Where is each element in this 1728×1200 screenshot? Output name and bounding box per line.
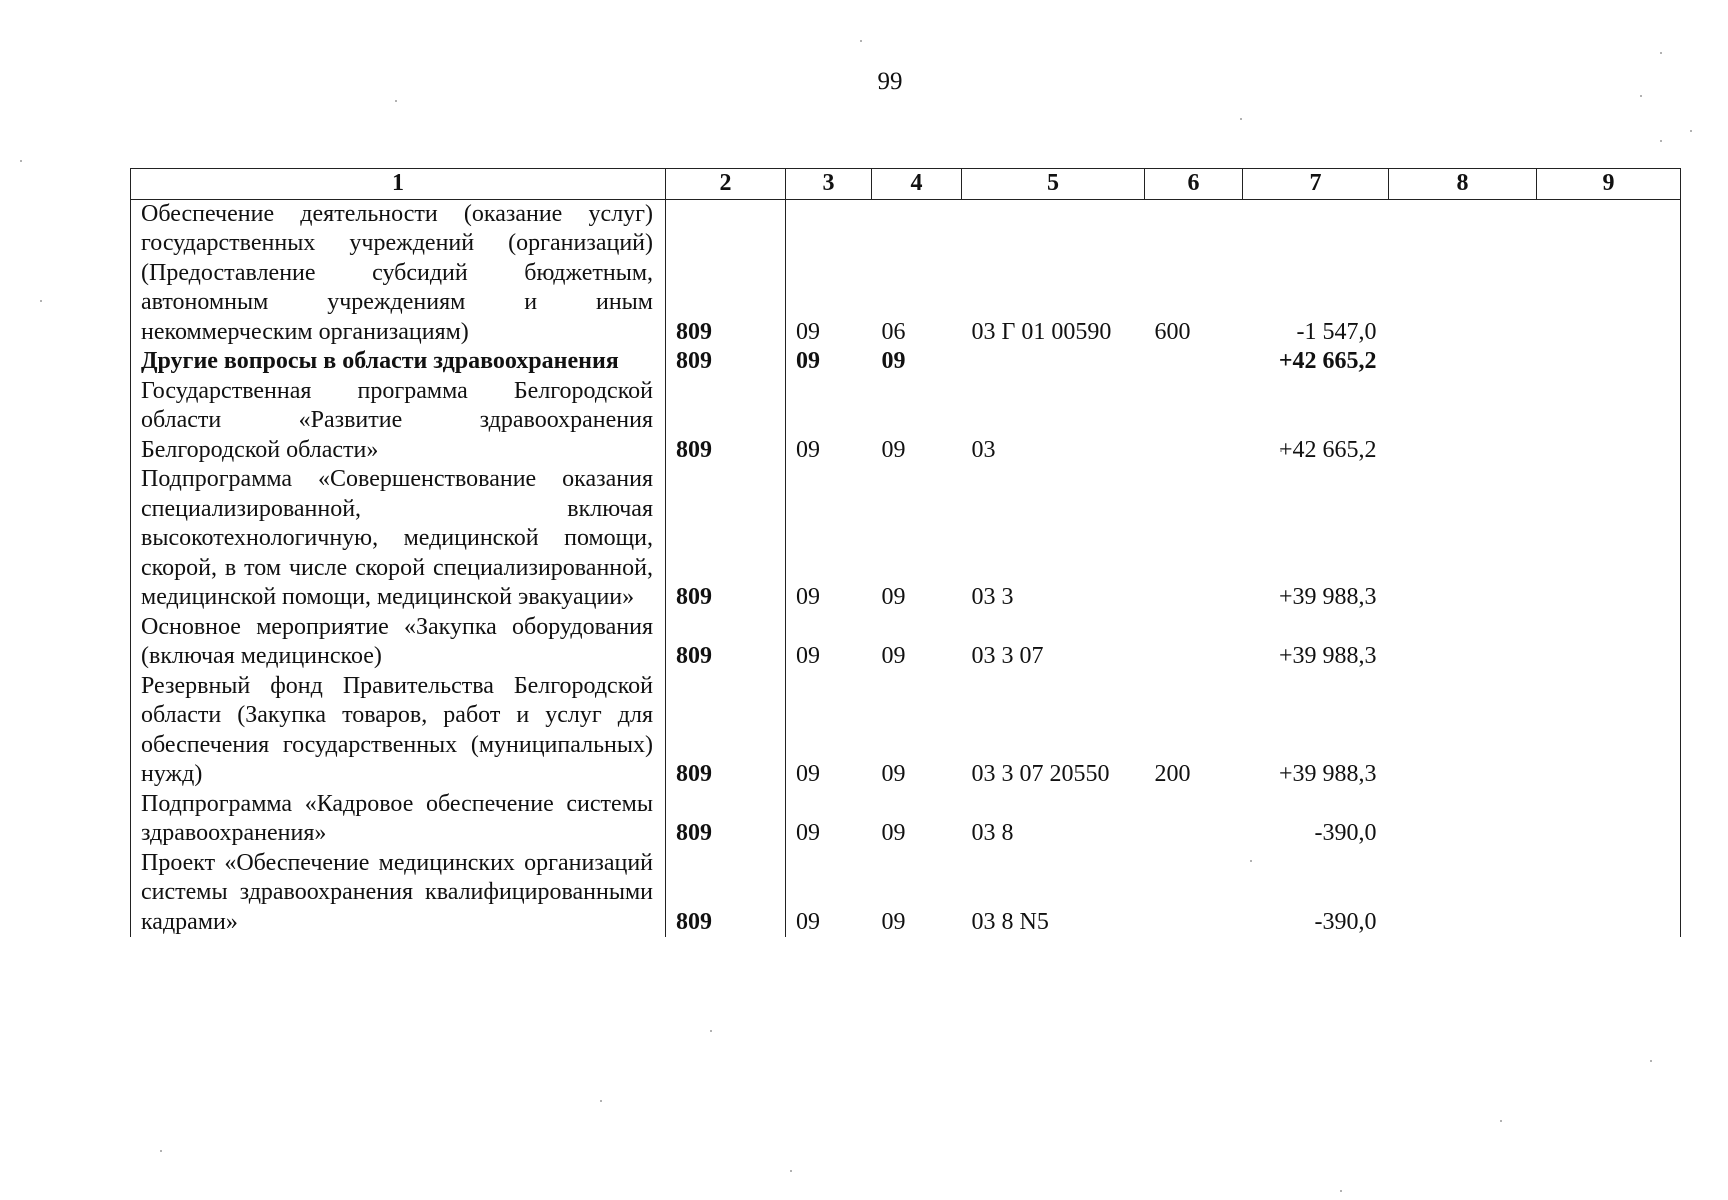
row-col-8	[1389, 465, 1537, 613]
row-expense-type	[1145, 465, 1243, 613]
header-col-8: 8	[1389, 169, 1537, 200]
row-expense-type: 200	[1154, 761, 1191, 787]
row-col-8	[1389, 199, 1537, 347]
row-name: Другие вопросы в области здравоохранения	[131, 347, 666, 377]
row-col-8	[1389, 790, 1537, 849]
row-name: Резервный фонд Правительства Белгородской области (Закупка товаров, работ и услуг для обеспечения государственных (муниципальных) нужд)	[131, 672, 666, 790]
row-admin-code: 809	[666, 377, 786, 466]
row-expense-type	[1145, 849, 1243, 938]
header-col-1: 1	[131, 169, 666, 200]
table-body	[131, 199, 1681, 937]
row-name: Подпрограмма «Кадровое обеспечение системы здравоохранения»	[131, 790, 666, 849]
row-name: Обеспечение деятельности (оказание услуг) государственных учреждений (организаций) (Предоставление субсидий бюджетным, автономным учреждениям и иным некоммерческим организациям)	[131, 199, 666, 347]
row-subsection: 09	[881, 348, 906, 374]
header-col-5: 5	[962, 169, 1145, 200]
row-col-9	[1537, 790, 1681, 849]
row-expense-type	[1145, 790, 1243, 849]
row-name: Проект «Обеспечение медицинских организаций системы здравоохранения квалифицированными кадрами»	[131, 849, 666, 938]
row-section: 09	[796, 820, 820, 846]
row-section: 09	[796, 761, 820, 787]
row-col-8	[1389, 347, 1537, 377]
row-section: 09	[796, 348, 820, 374]
row-amount: +39 988,3	[1278, 643, 1377, 669]
row-amount: -390,0	[1314, 908, 1377, 935]
row-target-code	[962, 347, 1145, 377]
page-number: 99	[877, 68, 903, 95]
row-col-9	[1537, 347, 1681, 377]
table-row	[131, 347, 1681, 377]
row-section: 09	[796, 643, 820, 669]
row-admin-code: 809	[666, 790, 786, 849]
row-col-8	[1389, 613, 1537, 672]
row-expense-type	[1145, 377, 1243, 466]
header-col-4: 4	[872, 169, 962, 200]
table-row	[131, 465, 1681, 613]
row-expense-type: 600	[1154, 318, 1191, 345]
row-col-9	[1537, 377, 1681, 466]
row-col-8	[1389, 672, 1537, 790]
row-subsection: 09	[881, 820, 906, 846]
header-col-2: 2	[666, 169, 786, 200]
header-col-7: 7	[1243, 169, 1389, 200]
row-name: Государственная программа Белгородской области «Развитие здравоохранения Белгородской области»	[131, 377, 666, 466]
row-target-code: 03 3 07 20550	[971, 761, 1110, 787]
row-expense-type	[1145, 613, 1243, 672]
row-col-9	[1537, 672, 1681, 790]
row-subsection: 09	[881, 908, 906, 935]
table-row	[131, 672, 1681, 790]
row-admin-code: 809	[666, 613, 786, 672]
row-name: Подпрограмма «Совершенствование оказания специализированной, включая высокотехнологичную, медицинской помощи, скорой, в том числе скорой специализированной, медицинской помощи, медицинской эвакуации»	[131, 465, 666, 613]
row-admin-code: 809	[666, 347, 786, 377]
row-amount: -390,0	[1314, 820, 1377, 846]
row-col-9	[1537, 465, 1681, 613]
row-admin-code: 809	[666, 672, 786, 790]
row-target-code: 03 3 07	[971, 643, 1044, 669]
row-section: 09	[796, 436, 820, 463]
row-subsection: 09	[881, 643, 906, 669]
table-row	[131, 849, 1681, 938]
row-section: 09	[796, 908, 820, 935]
row-col-9	[1537, 613, 1681, 672]
table-row	[131, 790, 1681, 849]
row-amount: +42 665,2	[1278, 348, 1377, 374]
row-section: 09	[796, 318, 820, 345]
row-amount: +42 665,2	[1278, 436, 1377, 463]
header-col-9: 9	[1537, 169, 1681, 200]
row-target-code: 03 3	[971, 584, 1014, 610]
row-target-code: 03 8 N5	[971, 908, 1049, 935]
row-target-code: 03 8	[971, 820, 1014, 846]
row-subsection: 09	[881, 436, 906, 463]
row-target-code: 03	[971, 436, 996, 463]
row-target-code: 03 Г 01 00590	[971, 318, 1112, 345]
row-amount: -1 547,0	[1296, 318, 1377, 345]
table-row	[131, 377, 1681, 466]
row-admin-code: 809	[666, 465, 786, 613]
row-section: 09	[796, 584, 820, 610]
budget-table	[130, 168, 1681, 937]
row-col-8	[1389, 377, 1537, 466]
row-col-9	[1537, 199, 1681, 347]
table-row	[131, 613, 1681, 672]
table-row	[131, 199, 1681, 347]
row-expense-type	[1145, 347, 1243, 377]
row-subsection: 09	[881, 761, 906, 787]
row-amount: +39 988,3	[1278, 584, 1377, 610]
header-col-3: 3	[786, 169, 872, 200]
row-subsection: 06	[881, 318, 906, 345]
row-subsection: 09	[881, 584, 906, 610]
row-admin-code: 809	[666, 849, 786, 938]
row-col-8	[1389, 849, 1537, 938]
row-admin-code: 809	[666, 199, 786, 347]
table-header	[131, 169, 1681, 200]
row-amount: +39 988,3	[1278, 761, 1377, 787]
row-col-9	[1537, 849, 1681, 938]
header-col-6: 6	[1145, 169, 1243, 200]
row-name: Основное мероприятие «Закупка оборудования (включая медицинское)	[131, 613, 666, 672]
